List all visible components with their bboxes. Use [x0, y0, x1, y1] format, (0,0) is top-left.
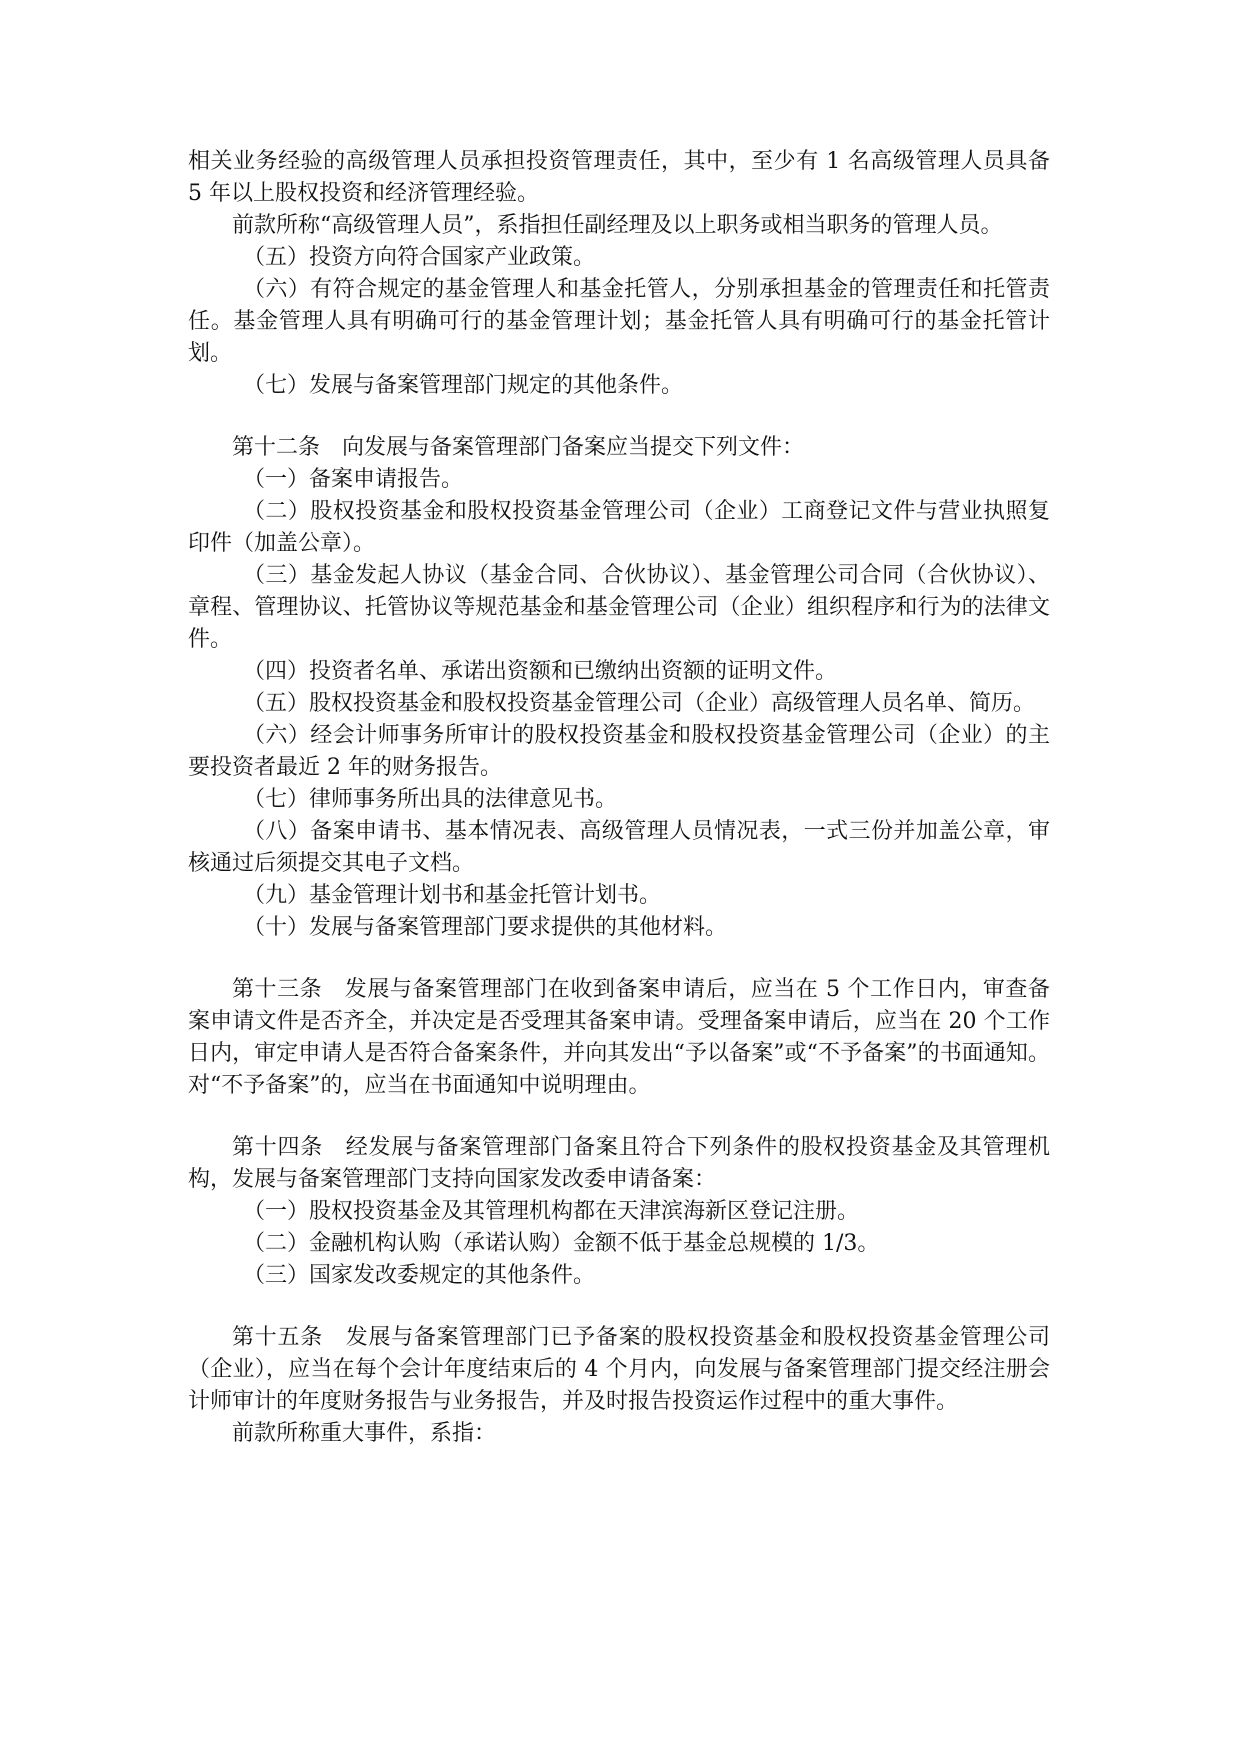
list-item: （四）投资者名单、承诺出资额和已缴纳出资额的证明文件。 — [243, 659, 838, 684]
paragraph: 前款所称重大事件，系指： — [232, 1421, 497, 1446]
paragraph-gap — [188, 1292, 1050, 1322]
document-body — [188, 146, 1050, 1450]
article-14-heading: 第十四条 经发展与备案管理部门备案且符合下列条件的股权投资基金及其管理机构，发展与备案管理部门支持向国家发改委申请备案： — [188, 1135, 1050, 1192]
list-item: （六）经会计师事务所审计的股权投资基金和股权投资基金管理公司（企业）的主要投资者最近 2 年的财务报告。 — [188, 723, 1050, 780]
list-item: （八）备案申请书、基本情况表、高级管理人员情况表，一式三份并加盖公章，审核通过后须提交其电子文档。 — [188, 819, 1050, 876]
list-item: （六）有符合规定的基金管理人和基金托管人，分别承担基金的管理责任和托管责任。基金管理人具有明确可行的基金管理计划；基金托管人具有明确可行的基金托管计划。 — [188, 277, 1050, 366]
list-item: （七）律师事务所出具的法律意见书。 — [243, 787, 618, 812]
list-item: （九）基金管理计划书和基金托管计划书。 — [243, 883, 662, 908]
list-item: （二）金融机构认购（承诺认购）金额不低于基金总规模的 1/3。 — [243, 1231, 880, 1256]
paragraph-gap — [188, 944, 1050, 974]
list-item: （七）发展与备案管理部门规定的其他条件。 — [243, 373, 684, 398]
article-12-heading: 第十二条 向发展与备案管理部门备案应当提交下列文件： — [232, 435, 805, 460]
list-item: （三）国家发改委规定的其他条件。 — [243, 1263, 596, 1288]
article-13: 第十三条 发展与备案管理部门在收到备案申请后，应当在 5 个工作日内，审查备案申请文件是否齐全，并决定是否受理其备案申请。受理备案申请后，应当在 20 个工作日内，审定申请人是否符合备案条件，并向其发出“予以备案”或“不予备案”的书面通知。对“不予备案”的，应当在书面通知中说明理由。 — [188, 977, 1050, 1098]
list-item: （十）发展与备案管理部门要求提供的其他材料。 — [243, 915, 728, 940]
list-item: （二）股权投资基金和股权投资基金管理公司（企业）工商登记文件与营业执照复印件（加盖公章）。 — [188, 499, 1050, 556]
list-item: （五）股权投资基金和股权投资基金管理公司（企业）高级管理人员名单、简历。 — [243, 691, 1036, 716]
list-item: （三）基金发起人协议（基金合同、合伙协议）、基金管理公司合同（合伙协议）、章程、管理协议、托管协议等规范基金和基金管理公司（企业）组织程序和行为的法律文件。 — [188, 563, 1050, 652]
list-item: （一）备案申请报告。 — [243, 467, 464, 492]
paragraph-gap — [188, 402, 1050, 432]
article-15: 第十五条 发展与备案管理部门已予备案的股权投资基金和股权投资基金管理公司（企业），应当在每个会计年度结束后的 4 个月内，向发展与备案管理部门提交经注册会计师审计的年度财务报告与业务报告，并及时报告投资运作过程中的重大事件。 — [188, 1325, 1050, 1414]
list-item: （一）股权投资基金及其管理机构都在天津滨海新区登记注册。 — [243, 1199, 860, 1224]
list-item: （五）投资方向符合国家产业政策。 — [243, 245, 596, 270]
paragraph-gap — [188, 1102, 1050, 1132]
paragraph: 前款所称“高级管理人员”，系指担任副经理及以上职务或相当职务的管理人员。 — [232, 213, 1003, 238]
paragraph: 相关业务经验的高级管理人员承担投资管理责任，其中，至少有 1 名高级管理人员具备 5 年以上股权投资和经济管理经验。 — [188, 149, 1050, 206]
